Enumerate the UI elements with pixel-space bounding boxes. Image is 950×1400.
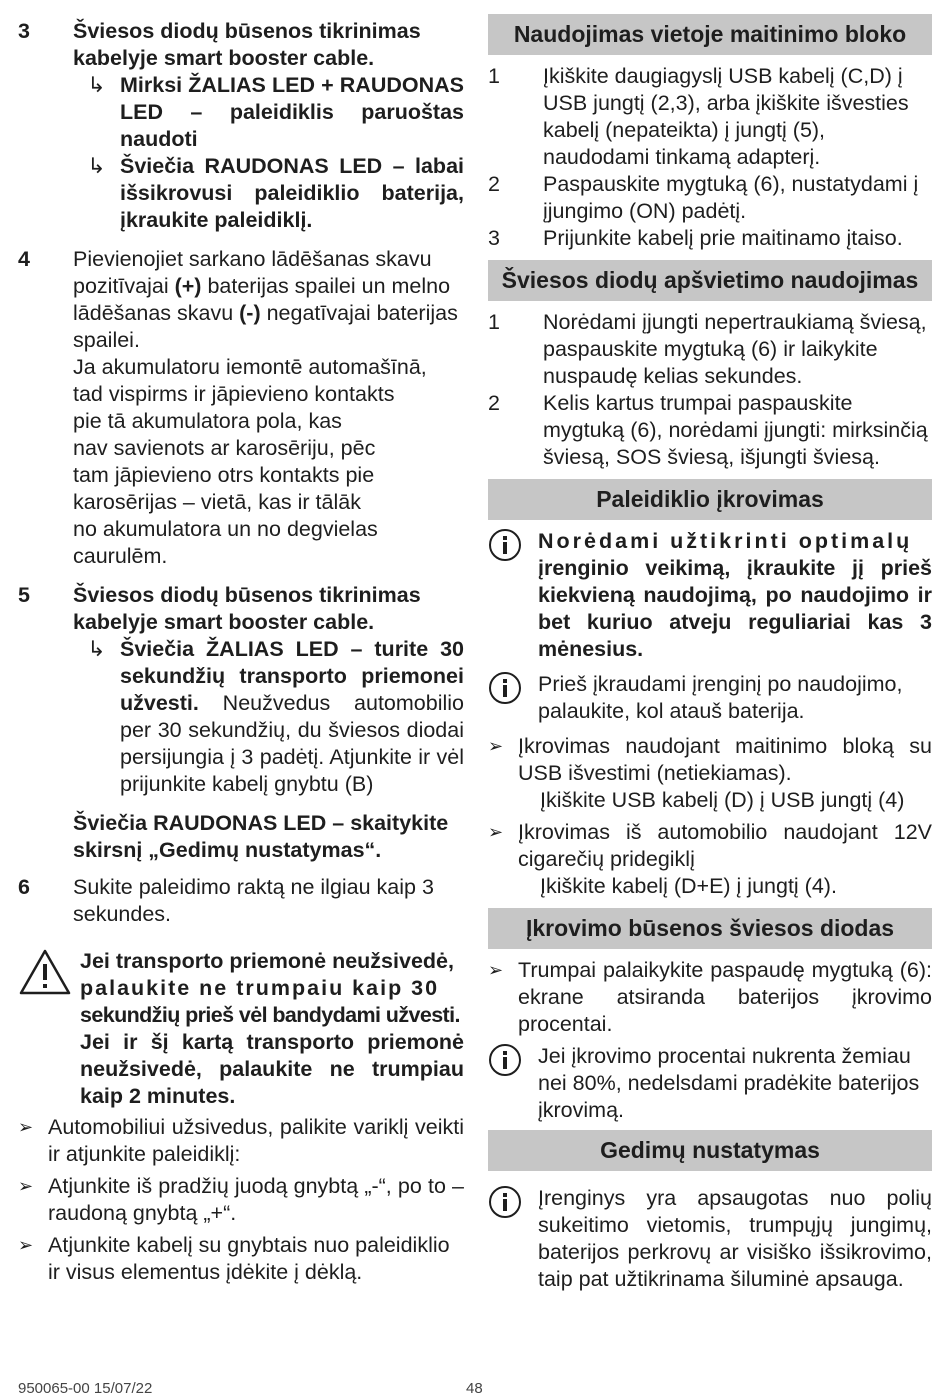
list-item: ➢ Įkrovimas naudojant maitinimo bloką su USB išvestimi (netiekiamas). Įkiškite USB kabelį (D) į USB jungtį (4) bbox=[488, 734, 932, 812]
left-column bbox=[18, 18, 464, 1291]
info-note: Jei įkrovimo procentai nukrenta žemiau nei 80%, nedelsdami pradėkite baterijos įkrovimą. bbox=[488, 1043, 932, 1124]
sub-item: ↳ Šviečia RAUDONAS LED – labai išsikrovusi paleidiklio baterija, įkraukite paleidiklį. bbox=[73, 153, 464, 234]
warning-line: palaukite ne trumpaiu kaip 30 bbox=[80, 976, 440, 1000]
note-line: Ja akumulatoru iemontē automašīnā, bbox=[73, 355, 427, 379]
step-number: 6 bbox=[18, 875, 30, 899]
step-title: Šviesos diodų būsenos tikrinimas kabelyje smart booster cable. bbox=[73, 583, 421, 634]
info-note: Prieš įkraudami įrenginį po naudojimo, palaukite, kol atauš baterija. bbox=[488, 671, 932, 725]
list-item: 2 Kelis kartus trumpai paspauskite mygtuką (6), norėdami įjungti: mirksinčią šviesą, SOS šviesą, išjungti šviesą. bbox=[488, 391, 928, 469]
page-number: 48 bbox=[466, 1380, 483, 1397]
chevron-bullet-icon: ➢ bbox=[488, 736, 504, 756]
step-number: 3 bbox=[18, 19, 30, 43]
sub-item: ↳ Mirksi ŽALIAS LED + RAUDONAS LED – paleidiklis paruoštas naudoti bbox=[73, 72, 464, 153]
note-line: nav savienots ar karosēriju, pēc bbox=[73, 436, 376, 460]
step-4 bbox=[18, 246, 464, 570]
warning-line: Jei ir šį kartą transporto priemonė neužsivedė, palaukite ne trumpiau kaip 2 minutes. bbox=[80, 1030, 464, 1108]
red-led-note: Šviečia RAUDONAS LED – skaitykite skirsnį „Gedimų nustatymas“. bbox=[73, 811, 449, 862]
arrow-right-icon: ↳ bbox=[87, 73, 106, 97]
list-item: 1 Įkiškite daugiagyslį USB kabelį (C,D) į USB jungtį (2,3), arba įkiškite išvesties kabelį (nepateikta) į jungtį (5), naudodami tinkamą adapterį. bbox=[488, 64, 909, 169]
list-item: ➢ Atjunkite iš pradžių juodą gnybtą „-“, po to – raudoną gnybtą „+“. bbox=[18, 1174, 464, 1225]
note-line: tad vispirms ir jāpievieno kontakts bbox=[73, 382, 395, 406]
info-note: Įrenginys yra apsaugotas nuo polių sukeitimo vietomis, trumpųjų jungimų, baterijos perkrovų ar visiško išsikrovimo, taip pat užtikrinama šiluminė apsauga. bbox=[488, 1185, 932, 1293]
list-item: ➢ Įkrovimas iš automobilio naudojant 12V cigarečių pridegiklį Įkiškite kabelį (D+E) į jungtį (4). bbox=[488, 820, 932, 898]
step-text: Pievienojiet sarkano lādēšanas skavu pozitīvajai (+) baterijas spailei un melno lādēšanas skavu (-) negatīvajai baterijas spailei. bbox=[73, 247, 458, 352]
info-circle-icon bbox=[488, 1185, 538, 1293]
list-item: 1 Norėdami įjungti nepertraukiamą šviesą, paspauskite mygtuką (6) ir laikykite nuspaudę kelias sekundes. bbox=[488, 310, 927, 388]
section-heading: Naudojimas vietoje maitinimo bloko bbox=[488, 14, 932, 55]
chevron-bullet-icon: ➢ bbox=[18, 1235, 34, 1255]
info-circle-icon bbox=[488, 528, 538, 663]
chevron-bullet-icon: ➢ bbox=[18, 1117, 34, 1137]
step-3 bbox=[18, 18, 464, 234]
list-item: 3 Prijunkite kabelį prie maitinamo įtaiso. bbox=[488, 226, 903, 250]
document-code: 950065-00 15/07/22 bbox=[18, 1380, 153, 1397]
section-heading: Paleidiklio įkrovimas bbox=[488, 479, 932, 520]
step-title: Šviesos diodų būsenos tikrinimas kabelyje smart booster cable. bbox=[73, 19, 421, 70]
warning-triangle-icon bbox=[18, 948, 80, 1110]
warning-line: sekundžių prieš vėl bandydami užvesti. bbox=[80, 1003, 460, 1027]
step-6 bbox=[18, 874, 464, 928]
note-line: caurulēm. bbox=[73, 544, 168, 568]
info-circle-icon bbox=[488, 1043, 538, 1124]
info-note: Norėdami užtikrinti optimalų įrenginio veikimą, įkraukite jį prieš kiekvieną naudojimą, po naudojimo ir bet kuriuo atveju reguliariai kas 3 mėnesius. bbox=[488, 528, 932, 663]
section-heading: Šviesos diodų apšvietimo naudojimas bbox=[488, 260, 932, 301]
list-item: ➢ Automobiliui užsivedus, palikite variklį veikti ir atjunkite paleidiklį: bbox=[18, 1115, 464, 1166]
step-number: 4 bbox=[18, 247, 30, 271]
step-text: Sukite paleidimo raktą ne ilgiau kaip 3 sekundes. bbox=[73, 875, 434, 926]
sub-item: ↳ Šviečia ŽALIAS LED – turite 30 sekundžių transporto priemonei užvesti. Neužvedus automobilio per 30 sekundžių, du šviesos diodai persijungia į 3 padėtį. Atjunkite ir vėl prijunkite kabelį gnybtu (B) bbox=[73, 636, 464, 798]
section-heading: Įkrovimo būsenos šviesos diodas bbox=[488, 908, 932, 949]
note-line: no akumulatora un no degvielas bbox=[73, 517, 378, 541]
step-5 bbox=[18, 582, 464, 864]
chevron-bullet-icon: ➢ bbox=[488, 960, 504, 980]
note-line: tam jāpievieno otrs kontakts pie bbox=[73, 463, 375, 487]
list-item: ➢ Atjunkite kabelį su gnybtais nuo paleidiklio ir visus elementus įdėkite į dėklą. bbox=[18, 1233, 450, 1284]
arrow-right-icon: ↳ bbox=[87, 154, 106, 178]
chevron-bullet-icon: ➢ bbox=[18, 1176, 34, 1196]
note-line: karosērijas – vietā, kas ir tālāk bbox=[73, 490, 361, 514]
arrow-right-icon: ↳ bbox=[87, 637, 106, 661]
step-number: 5 bbox=[18, 583, 30, 607]
right-column bbox=[488, 14, 932, 1301]
section-heading: Gedimų nustatymas bbox=[488, 1130, 932, 1171]
note-line: pie tā akumulatora pola, kas bbox=[73, 409, 342, 433]
warning-box bbox=[18, 948, 464, 1110]
warning-line: Jei transporto priemonė neužsivedė, bbox=[80, 949, 454, 973]
info-circle-icon bbox=[488, 671, 538, 725]
list-item: 2 Paspauskite mygtuką (6), nustatydami į įjungimo (ON) padėtį. bbox=[488, 172, 919, 223]
chevron-bullet-icon: ➢ bbox=[488, 822, 504, 842]
list-item: ➢ Trumpai palaikykite paspaudę mygtuką (6): ekrane atsiranda baterijos įkrovimo procentai. bbox=[488, 958, 932, 1036]
